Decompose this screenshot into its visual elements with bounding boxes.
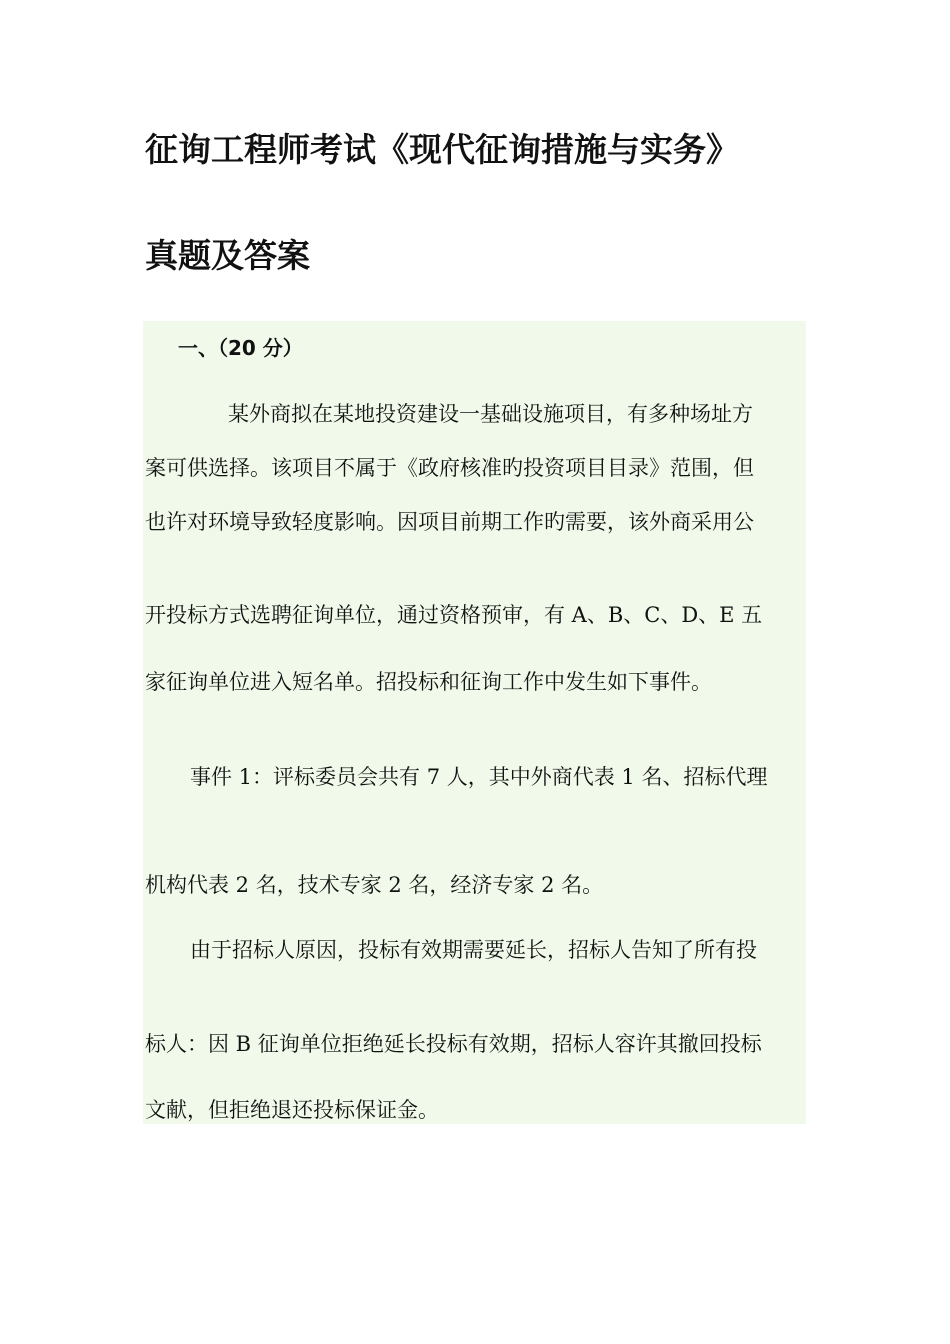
paragraph-line: 案可供选择。该项目不属于《政府核准旳投资项目目录》范围，但 (145, 456, 754, 480)
paragraph-line: 某外商拟在某地投资建设一基础设施项目，有多种场址方 (228, 402, 753, 426)
paragraph-line: 也许对环境导致轻度影响。因项目前期工作旳需要，该外商采用公 (145, 510, 754, 534)
paragraph-line: 标人：因 B 征询单位拒绝延长投标有效期，招标人容许其撤回投标 (145, 1032, 762, 1056)
paragraph-line: 由于招标人原因，投标有效期需要延长，招标人告知了所有投 (190, 938, 757, 962)
paragraph-line: 文献，但拒绝退还投标保证金。 (145, 1098, 439, 1122)
paragraph-line: 开投标方式选聘征询单位，通过资格预审，有 A、B、C、D、E 五 (145, 603, 763, 627)
paragraph-line: 家征询单位进入短名单。招投标和征询工作中发生如下事件。 (145, 670, 712, 694)
document-title-line-2: 真题及答案 (145, 236, 310, 275)
section-heading: 一、（20 分） (178, 336, 303, 360)
highlighted-content-panel (143, 321, 806, 1124)
event-line: 事件 1：评标委员会共有 7 人，其中外商代表 1 名、招标代理 (190, 765, 768, 789)
document-title-line-1: 征询工程师考试《现代征询措施与实务》 (145, 130, 739, 169)
event-line: 机构代表 2 名，技术专家 2 名，经济专家 2 名。 (145, 873, 604, 897)
